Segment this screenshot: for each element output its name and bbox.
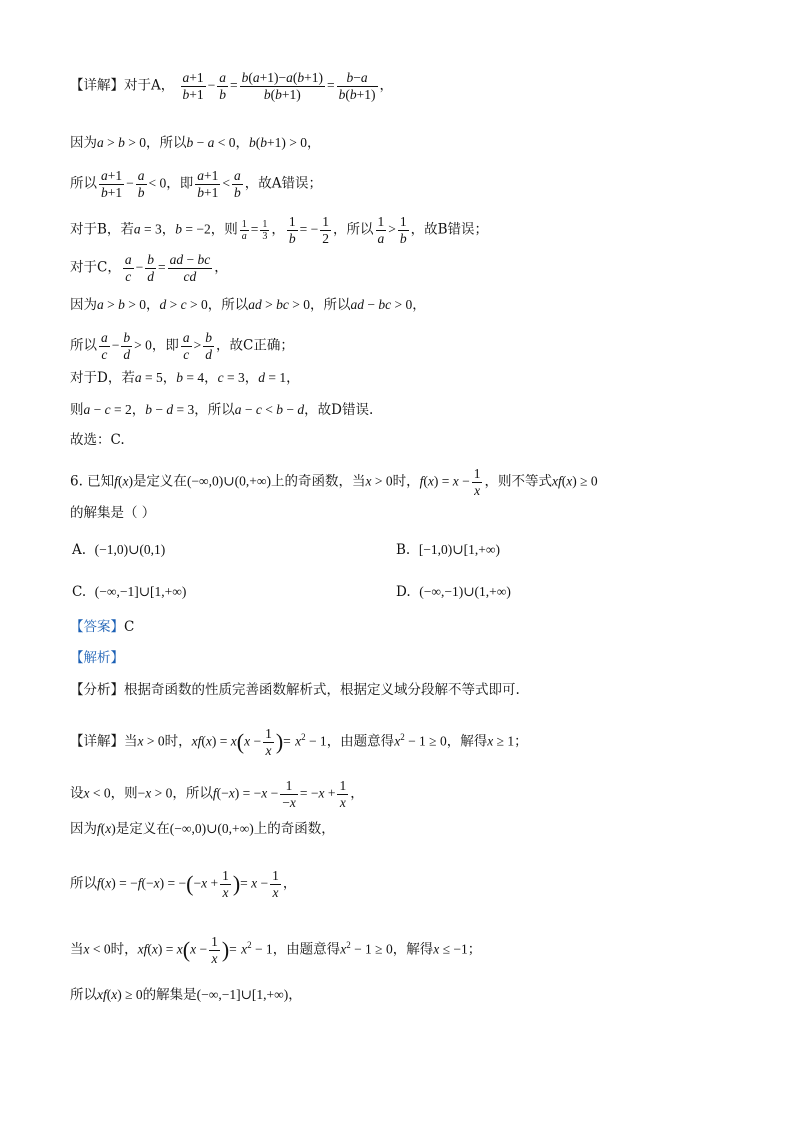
line-solution-set: 所以xf(x) ≥ 0的解集是(−∞,−1]∪[1,+∞)， bbox=[70, 987, 302, 1003]
line-d-then: 则a − c = 2，b − d = 3，所以a − c < b − d，故D错误. bbox=[70, 402, 374, 418]
answer-line bbox=[70, 621, 134, 635]
analysis-label: 【解析】 bbox=[70, 650, 124, 666]
choose-line: 故选：C. bbox=[70, 432, 125, 448]
line-d: 对于D，若a = 5，b = 4，c = 3，d = 1， bbox=[70, 370, 300, 386]
a-intro: 对于A， bbox=[124, 77, 175, 94]
question-6-tail: 的解集是（ ） bbox=[70, 505, 156, 521]
line-because-c: 因为a > b > 0，d > c > 0，所以ad > bc > 0，所以ad − bc > 0， bbox=[70, 297, 426, 313]
answer-value: C bbox=[124, 619, 135, 635]
comma: ， bbox=[379, 77, 393, 94]
option-a[interactable]: A. (−1,0)∪(0,1) bbox=[72, 542, 166, 558]
option-d[interactable]: D. (−∞,−1)∪(1,+∞) bbox=[396, 584, 511, 600]
answer-label: 【答案】 bbox=[70, 619, 124, 635]
line-so-a: 所以 $\frac{a+1}{b+1}$ − $\frac{a}{b}$ < 0，即 $\frac{a+1}{b+1}$ < $\frac{a}{b}$ ，故A错误； bbox=[70, 168, 322, 200]
detail-label: 【详解】 bbox=[70, 77, 124, 94]
line-b: 对于B，若a = 3，b = −2，则 $\frac{1}{a}$ = $\frac{1}{3}$ ， $\frac{1}{b}$ = − $\frac{1}{2}$ ，所以 $\frac{1}{a}$ > $\frac{1}{b}$ ，故B错误； bbox=[70, 214, 489, 246]
option-c[interactable]: C. (−∞,−1]∪[1,+∞) bbox=[72, 584, 187, 600]
line-let: 设x < 0，则−x > 0，所以f(−x) = −x − $\frac{1}{-x}$ = −x + $\frac{1}{x}$ ， bbox=[70, 778, 364, 810]
line-so-c: 所以 $\frac{a}{c}$ − $\frac{b}{d}$ > 0，即 $\frac{a}{c}$ > $\frac{b}{d}$ ，故C正确； bbox=[70, 330, 294, 362]
option-b[interactable]: B. [−1,0)∪[1,+∞) bbox=[396, 542, 500, 558]
detail-line-pos: 【详解】当x > 0时，xf(x) = x(x − $\frac{1}{x}$ )= $x^2 - 1$，由题意得$x^2 - 1 \ge 0$，解得x ≥ 1； bbox=[70, 726, 528, 758]
line-because-odd: 因为f(x)是定义在(−∞,0)∪(0,+∞)上的奇函数， bbox=[70, 821, 335, 837]
detail-line-a: 【详解】对于A， $\frac{a+1}{b+1}$ − $\frac{a}{b}$ = $\frac{b(a+1)-a(b+1)}{b(b+1)}$ = $\frac{b-a}{b(b+1)}$ ， bbox=[70, 70, 393, 102]
detail-line-neg: 当x < 0时，xf(x) = x(x − $\frac{1}{x}$ )= $x^2 - 1$，由题意得$x^2 - 1 \ge 0$，解得x ≤ −1； bbox=[70, 934, 482, 966]
line-so-neg: 所以f(x) = −f(−x) = −(−x + $\frac{1}{x}$ )= x − $\frac{1}{x}$ ， bbox=[70, 868, 297, 900]
fenxi-line: 【分析】根据奇函数的性质完善函数解析式，根据定义域分段解不等式即可. bbox=[70, 682, 520, 698]
question-6: 6. 已知f(x)是定义在(−∞,0)∪(0,+∞)上的奇函数，当x > 0时，f(x) = x − $\frac{1}{x}$ ，则不等式xf(x) ≥ 0 bbox=[70, 466, 598, 498]
line-c: 对于C， $\frac{a}{c}$ − $\frac{b}{d}$ = $\frac{ad - bc}{cd}$ ， bbox=[70, 252, 228, 284]
line-because-a: 因为a > b > 0，所以b − a < 0，b(b+1) > 0， bbox=[70, 135, 321, 151]
